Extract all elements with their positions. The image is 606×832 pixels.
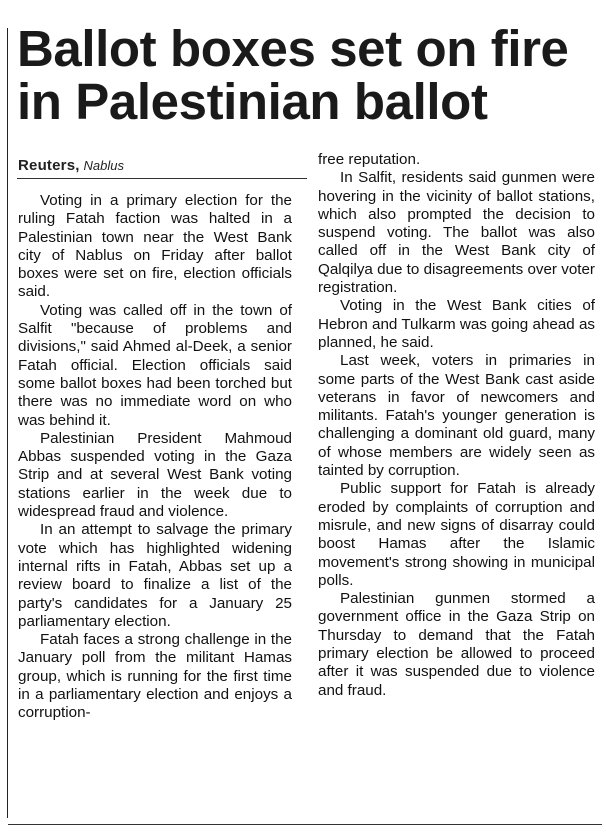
paragraph: Palestinian gunmen stormed a government office in the Gaza Strip on Thursday to demand that the Fatah primary election be allowed to proceed after it was suspended due to violence and fraud. [318,590,595,699]
paragraph: Fatah faces a strong challenge in the January poll from the militant Hamas group, which is running for the first time in a parliamentary election and enjoys a corruption- [18,631,292,722]
headline: Ballot boxes set on fire in Palestinian ballot [17,20,569,130]
left-border-rule [7,28,8,818]
paragraph: In Salfit, residents said gunmen were hovering in the vicinity of ballot stations, which also prompted the decision to suspend voting. The ballot was also called off in the West Bank city of Qalqilya due to disagreements over voter registration. [318,169,595,297]
paragraph: Voting was called off in the town of Salfit "because of problems and divisions," said Ahmed al-Deek, a senior Fatah official. Election officials said some ballot boxes had been torched but there was no immediate word on who was behind it. [18,301,292,429]
paragraph: Public support for Fatah is already eroded by complaints of corruption and misrule, and new signs of disarray could boost Hamas after the Islamic movement's strong showing in municipal polls. [318,480,595,589]
dateline-divider [17,178,307,179]
bottom-border-rule [8,824,602,825]
dateline [18,156,124,175]
left-column [18,192,292,723]
paragraph: Voting in the West Bank cities of Hebron and Tulkarm was going ahead as planned, he said. [318,297,595,351]
paragraph: Voting in a primary election for the ruling Fatah faction was halted in a Palestinian town near the West Bank city of Nablus on Friday after ballot boxes were set on fire, election officials said. [18,192,292,301]
paragraph: Last week, voters in primaries in some parts of the West Bank cast aside veterans in favor of newcomers and militants. Fatah's younger generation is challenging a dominant old guard, many of whose members are widely seen as tainted by corruption. [318,352,595,480]
byline-agency: Reuters, [18,157,80,174]
paragraph-continued: free reputation. [318,151,421,168]
paragraph: Palestinian President Mahmoud Abbas suspended voting in the Gaza Strip and at several West Bank voting stations earlier in the week due to widespread fraud and violence. [18,429,292,521]
right-column [318,151,595,700]
paragraph: In an attempt to salvage the primary vote which has highlighted widening internal rifts in Fatah, Abbas set up a review board to finalize a list of the party's candidates for a January 25 parliamentary election. [18,521,292,630]
byline-place: Nablus [83,158,124,173]
